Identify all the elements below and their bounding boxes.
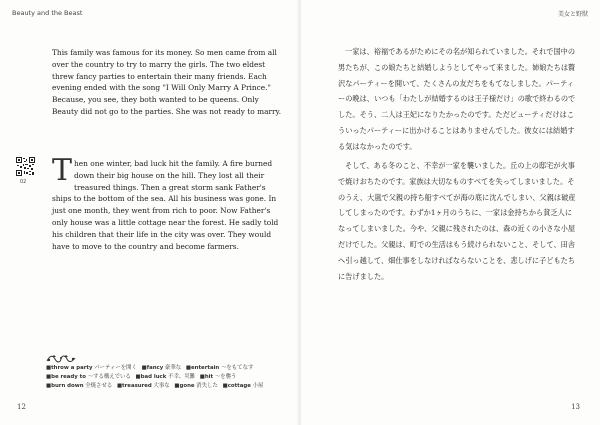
page-number-right: 13 [571, 403, 580, 411]
vocab-item: ■burn down 全焼させる [46, 383, 113, 389]
qr-track-number: 02 [20, 179, 27, 185]
vocabulary-list [46, 364, 284, 391]
vocab-item: ■be ready to 〜する構えでいる [46, 374, 131, 380]
vocab-item: ■entertain 〜をもてなす [185, 365, 254, 371]
qr-code-icon[interactable] [16, 157, 35, 176]
japanese-paragraph-1 [338, 44, 578, 155]
english-paragraph-1-text: This family was famous for its money. So men came from all over the country to try to marry the girls. The two eldest threw fancy parties to entertain their many friends. Each evening ended with the song "I Will Only Marry A Prince." Because, you see, they both wanted to be queens. Only Beauty did not go to the parties. She was not ready to marry. [52, 48, 282, 116]
ornament-icon [46, 354, 76, 364]
vocab-item: ■fancy 豪華な [141, 365, 182, 371]
vocab-item: ■cottage 小屋 [222, 383, 264, 389]
vocab-item: ■throw a party パーティーを開く [46, 365, 137, 371]
english-paragraph-1 [52, 47, 285, 118]
vocab-item: ■gone 消失した [174, 383, 218, 389]
vocab-item: ■treasured 大事な [116, 383, 170, 389]
drop-cap: T [52, 153, 73, 188]
running-header-left: Beauty and the Beast [12, 9, 83, 17]
english-paragraph-2 [52, 153, 285, 252]
left-page [0, 0, 299, 425]
japanese-paragraph-1-text: 一家は、裕福であるがためにその名が知られていました。それで国中の男たちが、この娘たちと結婚しようとしてやって来ました。姉娘たちは贅沢なパーティーを開いて、たくさんの友だちをもてなしました。パーティーの晩は、いつも「わたしが結婚するのは王子様だけ」の歌で終わるのでした。そう、二人は王妃になりたかったのです。ただビューティだけはこういったパーティーに出かけることはありませんでした。彼女には結婚する気はなかったのです。 [338, 47, 576, 151]
japanese-paragraph-2 [338, 158, 578, 284]
japanese-paragraph-2-text: そして、ある冬のこと、不幸が一家を襲いました。丘の上の邸宅が火事で焼けおちたのです。家族は大切なものすべてを失ってしまいました。そのうえ、大嵐で父親の持ち船すべてが海の底に沈んでしまい、父親は破産してしまったのです。わずか1ヶ月のうちに、一家は金持ちから貧乏人になってしまいました。今や、父親に残されたのは、森の近くの小さな小屋だけでした。父親は、町での生活はもう続けられないこと、そして、田舎へ引っ越して、畑仕事をしなければならないことを、悲しげに子どもたちに告げました。 [338, 161, 576, 281]
page-number-left: 12 [17, 403, 26, 411]
vocab-item: ■hit 〜を襲う [199, 374, 237, 380]
running-header-right: 美女と野獣 [557, 11, 588, 18]
vocab-item: ■bad luck 不幸、災難 [135, 374, 196, 380]
english-paragraph-2-text: hen one winter, bad luck hit the family. A fire burned down their big house on the hill. They lost all their treasured things. Then a great storm sank Father's ships to the bottom of the sea. All his business was gone. In just one month, they went from rich to poor. Now Father's only house was a little cottage near the forest. He sadly told his children that their life in the city was over. They would have to move to the country and become farmers. [52, 159, 279, 251]
